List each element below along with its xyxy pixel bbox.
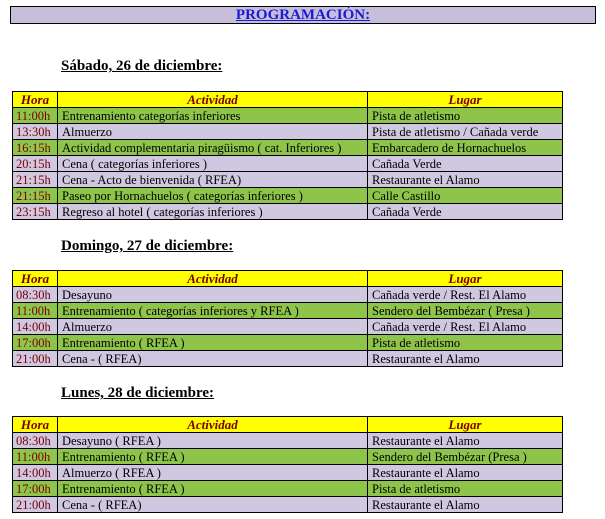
lugar-cell: Restaurante el Alamo bbox=[368, 497, 563, 513]
actividad-cell: Entrenamiento ( RFEA ) bbox=[58, 481, 368, 497]
lugar-cell: Cañada verde / Rest. El Alamo bbox=[368, 287, 563, 303]
lugar-cell: Pista de atletismo bbox=[368, 481, 563, 497]
table-row bbox=[13, 287, 563, 303]
hora-cell: 13:30h bbox=[13, 124, 58, 140]
schedule-table-sabado bbox=[12, 91, 563, 220]
schedule-table-lunes bbox=[12, 416, 563, 513]
actividad-cell: Entrenamiento categorías inferiores bbox=[58, 108, 368, 124]
hora-cell: 14:00h bbox=[13, 465, 58, 481]
lugar-cell: Calle Castillo bbox=[368, 188, 563, 204]
table-row bbox=[13, 108, 563, 124]
lugar-cell: Cañada Verde bbox=[368, 156, 563, 172]
day-heading-lunes: Lunes, 28 de diciembre: bbox=[61, 385, 215, 401]
actividad-cell: Cena ( categorías inferiores ) bbox=[58, 156, 368, 172]
actividad-cell: Desayuno bbox=[58, 287, 368, 303]
table-row bbox=[13, 497, 563, 513]
header-hora: Hora bbox=[13, 417, 58, 433]
actividad-cell: Almuerzo bbox=[58, 319, 368, 335]
hora-cell: 23:15h bbox=[13, 204, 58, 220]
table-row bbox=[13, 188, 563, 204]
actividad-cell: Cena - ( RFEA) bbox=[58, 497, 368, 513]
table-row bbox=[13, 156, 563, 172]
hora-cell: 11:00h bbox=[13, 449, 58, 465]
actividad-cell: Actividad complementaria piragüismo ( cat. Inferiores ) bbox=[58, 140, 368, 156]
lugar-cell: Sendero del Bembézar (Presa ) bbox=[368, 449, 563, 465]
hora-cell: 11:00h bbox=[13, 108, 58, 124]
table-row bbox=[13, 140, 563, 156]
lugar-cell: Cañada verde / Rest. El Alamo bbox=[368, 319, 563, 335]
hora-cell: 17:00h bbox=[13, 481, 58, 497]
table-row bbox=[13, 433, 563, 449]
day-heading-domingo: Domingo, 27 de diciembre: bbox=[61, 238, 234, 254]
actividad-cell: Regreso al hotel ( categorías inferiores ) bbox=[58, 204, 368, 220]
table-row bbox=[13, 319, 563, 335]
actividad-cell: Cena - ( RFEA) bbox=[58, 351, 368, 367]
actividad-cell: Desayuno ( RFEA ) bbox=[58, 433, 368, 449]
header-lugar: Lugar bbox=[368, 271, 563, 287]
table-row bbox=[13, 465, 563, 481]
header-lugar: Lugar bbox=[368, 92, 563, 108]
hora-cell: 21:15h bbox=[13, 172, 58, 188]
header-actividad: Actividad bbox=[58, 417, 368, 433]
schedule-table-domingo bbox=[12, 270, 563, 367]
header-hora: Hora bbox=[13, 92, 58, 108]
lugar-cell: Pista de atletismo bbox=[368, 335, 563, 351]
header-lugar: Lugar bbox=[368, 417, 563, 433]
lugar-cell: Sendero del Bembézar ( Presa ) bbox=[368, 303, 563, 319]
hora-cell: 14:00h bbox=[13, 319, 58, 335]
hora-cell: 17:00h bbox=[13, 335, 58, 351]
actividad-cell: Almuerzo ( RFEA ) bbox=[58, 465, 368, 481]
header-hora: Hora bbox=[13, 271, 58, 287]
table-row bbox=[13, 351, 563, 367]
hora-cell: 21:00h bbox=[13, 497, 58, 513]
day-heading-sabado: Sábado, 26 de diciembre: bbox=[61, 58, 223, 74]
hora-cell: 08:30h bbox=[13, 433, 58, 449]
actividad-cell: Entrenamiento ( categorías inferiores y RFEA ) bbox=[58, 303, 368, 319]
lugar-cell: Pista de atletismo bbox=[368, 108, 563, 124]
hora-cell: 21:15h bbox=[13, 188, 58, 204]
table-row bbox=[13, 204, 563, 220]
table-row bbox=[13, 481, 563, 497]
hora-cell: 08:30h bbox=[13, 287, 58, 303]
header-actividad: Actividad bbox=[58, 271, 368, 287]
lugar-cell: Cañada Verde bbox=[368, 204, 563, 220]
table-row bbox=[13, 335, 563, 351]
hora-cell: 16:15h bbox=[13, 140, 58, 156]
lugar-cell: Restaurante el Alamo bbox=[368, 172, 563, 188]
header-actividad: Actividad bbox=[58, 92, 368, 108]
hora-cell: 20:15h bbox=[13, 156, 58, 172]
table-row bbox=[13, 124, 563, 140]
hora-cell: 21:00h bbox=[13, 351, 58, 367]
table-row bbox=[13, 172, 563, 188]
lugar-cell: Restaurante el Alamo bbox=[368, 433, 563, 449]
lugar-cell: Embarcadero de Hornachuelos bbox=[368, 140, 563, 156]
table-row bbox=[13, 449, 563, 465]
table-row bbox=[13, 303, 563, 319]
actividad-cell: Paseo por Hornachuelos ( categorías inferiores ) bbox=[58, 188, 368, 204]
actividad-cell: Cena - Acto de bienvenida ( RFEA) bbox=[58, 172, 368, 188]
lugar-cell: Restaurante el Alamo bbox=[368, 351, 563, 367]
lugar-cell: Pista de atletismo / Cañada verde bbox=[368, 124, 563, 140]
actividad-cell: Entrenamiento ( RFEA ) bbox=[58, 449, 368, 465]
hora-cell: 11:00h bbox=[13, 303, 58, 319]
actividad-cell: Almuerzo bbox=[58, 124, 368, 140]
actividad-cell: Entrenamiento ( RFEA ) bbox=[58, 335, 368, 351]
document-title: PROGRAMACIÓN: bbox=[10, 6, 596, 24]
lugar-cell: Restaurante el Alamo bbox=[368, 465, 563, 481]
